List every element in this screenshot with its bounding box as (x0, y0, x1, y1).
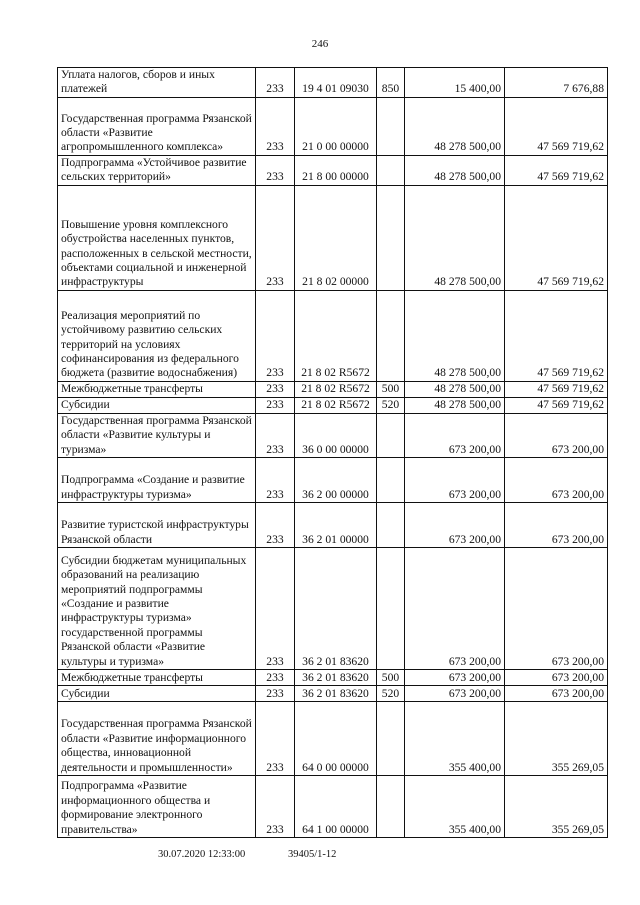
row-code: 233 (256, 397, 295, 413)
row-name: Государственная программа Рязанской области «Развитие информационного общества, инновационной деятельности и промышленности» (58, 702, 256, 776)
table-row (58, 413, 608, 457)
row-code: 233 (256, 503, 295, 548)
row-vr (377, 776, 405, 838)
row-csr: 21 8 02 R5672 (295, 290, 377, 381)
row-csr: 21 8 02 R5672 (295, 397, 377, 413)
row-code: 233 (256, 155, 295, 185)
table-row (58, 776, 608, 838)
row-name: Реализация мероприятий по устойчивому развитию сельских территорий на условиях софинансирования из федерального бюджета (развитие водоснабжения) (58, 290, 256, 381)
row-csr: 36 2 01 00000 (295, 503, 377, 548)
table-row (58, 670, 608, 686)
table-row (58, 68, 608, 98)
row-vr: 520 (377, 397, 405, 413)
row-code: 233 (256, 686, 295, 702)
row-csr: 64 1 00 00000 (295, 776, 377, 838)
row-csr: 64 0 00 00000 (295, 702, 377, 776)
row-sum-planned: 48 278 500,00 (405, 290, 505, 381)
row-vr (377, 548, 405, 670)
row-sum-planned: 355 400,00 (405, 776, 505, 838)
row-code: 233 (256, 290, 295, 381)
row-vr (377, 97, 405, 155)
row-sum-actual: 673 200,00 (505, 670, 608, 686)
row-sum-actual: 47 569 719,62 (505, 290, 608, 381)
row-sum-planned: 48 278 500,00 (405, 397, 505, 413)
row-name: Уплата налогов, сборов и иных платежей (58, 68, 256, 98)
row-vr (377, 155, 405, 185)
row-sum-actual: 673 200,00 (505, 413, 608, 457)
budget-table (57, 67, 608, 838)
row-vr (377, 185, 405, 290)
row-csr: 21 0 00 00000 (295, 97, 377, 155)
row-sum-actual: 7 676,88 (505, 68, 608, 98)
budget-table-body (58, 68, 608, 838)
row-vr (377, 458, 405, 503)
table-row (58, 397, 608, 413)
table-row (58, 458, 608, 503)
row-csr: 36 2 01 83620 (295, 548, 377, 670)
row-csr: 36 2 00 00000 (295, 458, 377, 503)
row-code: 233 (256, 97, 295, 155)
row-sum-planned: 48 278 500,00 (405, 381, 505, 397)
row-sum-planned: 48 278 500,00 (405, 185, 505, 290)
row-csr: 36 2 01 83620 (295, 670, 377, 686)
table-row (58, 548, 608, 670)
row-sum-planned: 673 200,00 (405, 670, 505, 686)
row-sum-actual: 673 200,00 (505, 686, 608, 702)
row-name: Повышение уровня комплексного обустройства населенных пунктов, расположенных в сельской местности, объектами социальной и инженерной инфраструктуры (58, 185, 256, 290)
row-name: Государственная программа Рязанской области «Развитие агропромышленного комплекса» (58, 97, 256, 155)
row-name: Государственная программа Рязанской области «Развитие культуры и туризма» (58, 413, 256, 457)
row-csr: 21 8 00 00000 (295, 155, 377, 185)
row-code: 233 (256, 776, 295, 838)
row-sum-planned: 673 200,00 (405, 548, 505, 670)
row-code: 233 (256, 185, 295, 290)
row-vr: 520 (377, 686, 405, 702)
table-row (58, 97, 608, 155)
row-sum-actual: 673 200,00 (505, 548, 608, 670)
footer-timestamp: 30.07.2020 12:33:00 (158, 849, 246, 860)
row-name: Субсидии (58, 686, 256, 702)
row-sum-actual: 673 200,00 (505, 503, 608, 548)
table-row (58, 702, 608, 776)
row-sum-planned: 48 278 500,00 (405, 97, 505, 155)
table-row (58, 686, 608, 702)
page-number: 246 (311, 38, 329, 50)
row-sum-actual: 47 569 719,62 (505, 155, 608, 185)
table-row (58, 381, 608, 397)
row-sum-planned: 673 200,00 (405, 458, 505, 503)
row-vr (377, 290, 405, 381)
row-sum-actual: 47 569 719,62 (505, 397, 608, 413)
row-vr (377, 702, 405, 776)
row-name: Субсидии (58, 397, 256, 413)
row-vr: 850 (377, 68, 405, 98)
footer-document-id: 39405/1-12 (288, 849, 337, 860)
table-row (58, 155, 608, 185)
row-vr (377, 503, 405, 548)
row-vr: 500 (377, 381, 405, 397)
row-sum-planned: 355 400,00 (405, 702, 505, 776)
row-code: 233 (256, 413, 295, 457)
row-sum-planned: 15 400,00 (405, 68, 505, 98)
row-code: 233 (256, 458, 295, 503)
row-sum-actual: 47 569 719,62 (505, 381, 608, 397)
row-sum-planned: 673 200,00 (405, 413, 505, 457)
row-sum-actual: 673 200,00 (505, 458, 608, 503)
row-csr: 36 2 01 83620 (295, 686, 377, 702)
row-sum-actual: 355 269,05 (505, 702, 608, 776)
row-code: 233 (256, 702, 295, 776)
row-csr: 36 0 00 00000 (295, 413, 377, 457)
table-row (58, 290, 608, 381)
row-sum-planned: 673 200,00 (405, 686, 505, 702)
row-sum-actual: 355 269,05 (505, 776, 608, 838)
row-sum-actual: 47 569 719,62 (505, 97, 608, 155)
row-name: Подпрограмма «Создание и развитие инфраструктуры туризма» (58, 458, 256, 503)
row-sum-planned: 673 200,00 (405, 503, 505, 548)
row-name: Субсидии бюджетам муниципальных образований на реализацию мероприятий подпрограммы «Создание и развитие инфраструктуры туризма» государственной программы Рязанской области «Развитие культуры и туризма» (58, 548, 256, 670)
row-code: 233 (256, 548, 295, 670)
row-sum-planned: 48 278 500,00 (405, 155, 505, 185)
table-row (58, 503, 608, 548)
row-vr (377, 413, 405, 457)
row-code: 233 (256, 68, 295, 98)
row-csr: 21 8 02 R5672 (295, 381, 377, 397)
row-csr: 21 8 02 00000 (295, 185, 377, 290)
row-csr: 19 4 01 09030 (295, 68, 377, 98)
row-vr: 500 (377, 670, 405, 686)
row-code: 233 (256, 670, 295, 686)
row-name: Подпрограмма «Устойчивое развитие сельских территорий» (58, 155, 256, 185)
row-code: 233 (256, 381, 295, 397)
row-name: Межбюджетные трансферты (58, 381, 256, 397)
row-name: Межбюджетные трансферты (58, 670, 256, 686)
table-row (58, 185, 608, 290)
row-name: Подпрограмма «Развитие информационного общества и формирование электронного правительства» (58, 776, 256, 838)
row-sum-actual: 47 569 719,62 (505, 185, 608, 290)
row-name: Развитие туристской инфраструктуры Рязанской области (58, 503, 256, 548)
